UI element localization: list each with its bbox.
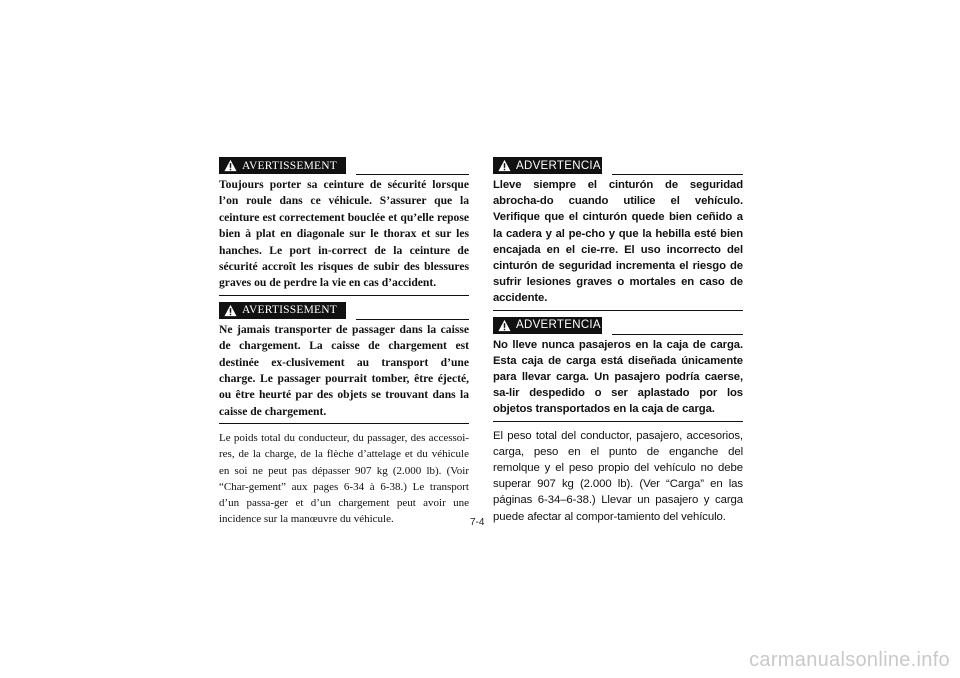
- body-text-fr: Le poids total du conducteur, du passager, des accessoi-res, de la charge, de la flèche d’attelage et du véhicule en soi ne peut pas dépasser 907 kg (2.000 lb). (Voir “Char-gement” aux pages 6-34 à 6-38.) Le transport d’un passa-ger et d’un chargement peut avoir une incidence sur la manœuvre du véhicule.: [219, 432, 469, 526]
- warning-text-1-fr: Toujours porter sa ceinture de sécurité lorsque l’on roule dans ce véhicule. S’assurer que la ceinture est correctement bouclée et qu’elle repose bien à plat en diagonale sur le thorax et sur les hanches. Le port in-correct de la ceinture de sécurité accroît les risques de subir des blessures graves ou de perdre la vie en cas d’accident.: [219, 178, 469, 290]
- warning-label: AVERTISSEMENT: [242, 159, 337, 172]
- warning-label: ADVERTENCIA: [516, 319, 601, 332]
- divider: [219, 423, 469, 424]
- french-column: [219, 157, 469, 528]
- warning-triangle-icon: [498, 319, 511, 332]
- warning-text-1-es: Lleve siempre el cinturón de seguridad abrocha-do cuando utilice el vehículo. Verifique que el cinturón quede bien ceñido a la cadera y al pe-cho y que la hebilla esté bien encajada en el cie-rre. El uso incorrecto del cinturón de seguridad incrementa el riesgo de sufrir lesiones graves o mortales en caso de accidente.: [493, 179, 743, 305]
- warning-text-2-es: No lleve nunca pasajeros en la caja de carga. Esta caja de carga está diseñada únicamente para llevar carga. Un pasajero podría caerse, sa-lir despedido o ser aplastado por los objetos transportados en la caja de carga.: [493, 338, 743, 416]
- warning-header-1-fr: [219, 157, 469, 174]
- warning-badge: [219, 302, 346, 319]
- divider: [219, 295, 469, 296]
- warning-header-1-es: [493, 157, 743, 174]
- warning-badge: [493, 157, 602, 174]
- spanish-column: [493, 157, 743, 525]
- watermark: carmanualsonline.info: [749, 649, 950, 671]
- divider: [493, 421, 743, 422]
- warning-label: AVERTISSEMENT: [242, 304, 337, 317]
- warning-triangle-icon: [224, 304, 237, 317]
- header-rule: [356, 174, 469, 175]
- warning-label: ADVERTENCIA: [516, 159, 601, 172]
- body-text-es: El peso total del conductor, pasajero, accesorios, carga, peso en el punto de enganche del remolque y el peso propio del vehículo no debe superar 907 kg (2.000 lb). (Ver “Carga” en las páginas 6-34–6-38.) Llevar un pasajero y carga puede afectar al compor-tamiento del vehículo.: [493, 429, 743, 523]
- header-rule: [356, 319, 469, 320]
- warning-text-2-fr: Ne jamais transporter de passager dans la caisse de chargement. La caisse de chargement est destinée ex-clusivement au transport d’une charge. Le passager pourrait tomber, être éjecté, ou être heurté par des objets se trouvant dans la caisse de chargement.: [219, 322, 469, 418]
- divider: [493, 310, 743, 311]
- header-rule: [612, 334, 743, 335]
- warning-badge: [219, 157, 346, 174]
- header-rule: [612, 174, 743, 175]
- warning-triangle-icon: [224, 159, 237, 172]
- page-number: 7-4: [470, 517, 485, 528]
- warning-triangle-icon: [498, 159, 511, 172]
- warning-header-2-es: [493, 317, 743, 334]
- warning-header-2-fr: [219, 302, 469, 319]
- warning-badge: [493, 317, 602, 334]
